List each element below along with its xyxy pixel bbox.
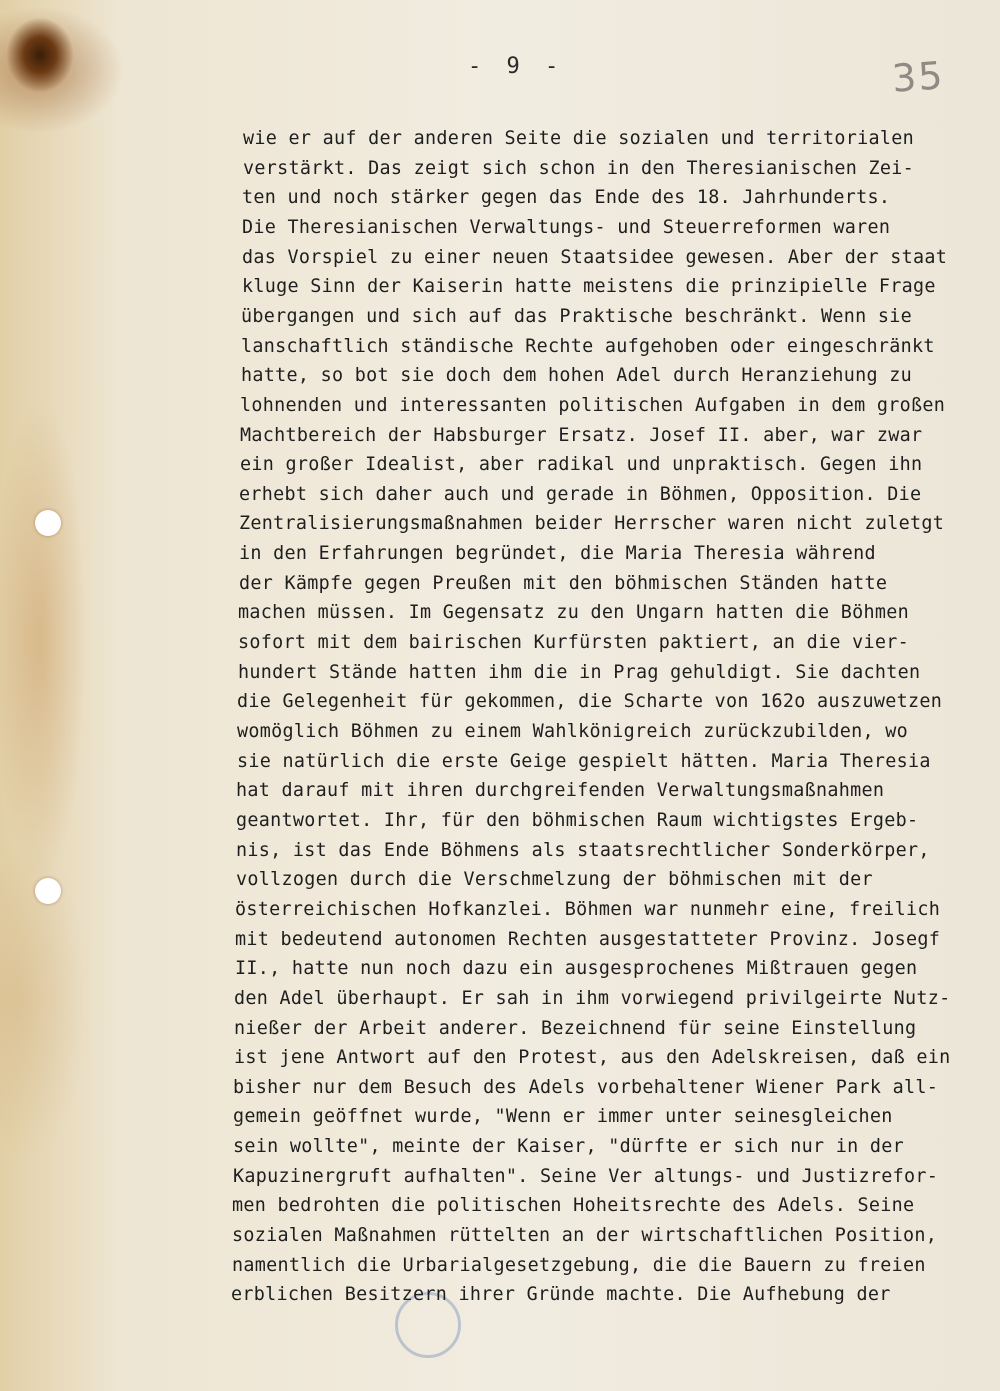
text-line: mit bedeutend autonomen Rechten ausgestatteter Provinz. Josegf xyxy=(235,929,941,950)
text-line: nießer der Arbeit anderer. Bezeichnend für seine Einstellung xyxy=(234,1018,917,1039)
text-line: übergangen und sich auf das Praktische beschränkt. Wenn sie xyxy=(241,306,912,327)
text-line: men bedrohten die politischen Hoheitsrechte des Adels. Seine xyxy=(232,1195,915,1216)
text-line: den Adel überhaupt. Er sah in ihm vorwiegend privilgeirte Nutz- xyxy=(234,988,951,1009)
text-line: ten und noch stärker gegen das Ende des 18. Jahrhunderts. xyxy=(242,187,891,208)
page-number: - 9 - xyxy=(468,54,565,79)
text-line: die Gelegenheit für gekommen, die Scharte von 162o auszuwetzen xyxy=(237,691,943,712)
text-line: lohnenden und interessanten politischen Aufgaben in dem großen xyxy=(240,395,946,416)
text-line: nis, ist das Ende Böhmens als staatsrechtlicher Sonderkörper, xyxy=(236,840,930,861)
text-line: sofort mit dem bairischen Kurfürsten paktiert, an die vier- xyxy=(238,632,909,653)
text-line: hundert Stände hatten ihm die in Prag gehuldigt. Sie dachten xyxy=(238,662,921,683)
text-line: österreichischen Hofkanzlei. Böhmen war nunmehr eine, freilich xyxy=(235,899,941,920)
text-line: Zentralisierungsmaßnahmen beider Herrscher waren nicht zuletgt xyxy=(239,513,945,534)
text-line: ein großer Idealist, aber radikal und unpraktisch. Gegen ihn xyxy=(240,454,923,475)
text-line: erblichen Besitzern ihrer Gründe machte. Die Aufhebung der xyxy=(231,1284,891,1305)
text-line: machen müssen. Im Gegensatz zu den Ungarn hatten die Böhmen xyxy=(238,602,909,623)
text-line: II., hatte nun noch dazu ein ausgesprochenes Mißtrauen gegen xyxy=(235,958,918,979)
text-line: Die Theresianischen Verwaltungs- und Steuerreformen waren xyxy=(242,217,891,238)
text-line: gemein geöffnet wurde, "Wenn er immer unter seinesgleichen xyxy=(233,1106,893,1127)
text-line: vollzogen durch die Verschmelzung der böhmischen mit der xyxy=(236,869,873,890)
pencil-annotation: 35 xyxy=(890,53,946,101)
text-line: Kapuzinergruft aufhalten". Seine Ver altungs- und Justizrefor- xyxy=(233,1166,939,1187)
text-line: womöglich Böhmen zu einem Wahlkönigreich zurückzubilden, wo xyxy=(237,721,908,742)
text-line: sozialen Maßnahmen rüttelten an der wirtschaftlichen Position, xyxy=(232,1225,938,1246)
text-line: der Kämpfe gegen Preußen mit den böhmischen Ständen hatte xyxy=(239,573,888,594)
text-line: ist jene Antwort auf den Protest, aus den Adelskreisen, daß ein xyxy=(234,1047,951,1068)
text-line: das Vorspiel zu einer neuen Staatsidee gewesen. Aber der staat xyxy=(242,247,948,268)
text-line: namentlich die Urbarialgesetzgebung, die die Bauern zu freien xyxy=(232,1255,926,1276)
text-line: erhebt sich daher auch und gerade in Böhmen, Opposition. Die xyxy=(239,484,922,505)
text-line: in den Erfahrungen begründet, die Maria Theresia während xyxy=(239,543,876,564)
text-line: sein wollte", meinte der Kaiser, "dürfte er sich nur in der xyxy=(233,1136,904,1157)
text-line: hatte, so bot sie doch dem hohen Adel durch Heranziehung zu xyxy=(241,365,912,386)
text-line: geantwortet. Ihr, für den böhmischen Raum wichtigstes Ergeb- xyxy=(236,810,919,831)
text-line: verstärkt. Das zeigt sich schon in den Theresianischen Zei- xyxy=(243,158,914,179)
text-line: hat darauf mit ihren durchgreifenden Verwaltungsmaßnahmen xyxy=(236,780,885,801)
text-line: sie natürlich die erste Geige gespielt hätten. Maria Theresia xyxy=(237,751,931,772)
text-line: Machtbereich der Habsburger Ersatz. Josef II. aber, war zwar xyxy=(240,425,923,446)
text-line: wie er auf der anderen Seite die sozialen und territorialen xyxy=(243,128,914,149)
text-line: kluge Sinn der Kaiserin hatte meistens die prinzipielle Frage xyxy=(242,276,936,297)
text-line: bisher nur dem Besuch des Adels vorbehaltener Wiener Park all- xyxy=(233,1077,939,1098)
text-line: lanschaftlich ständische Rechte aufgehoben oder eingeschränkt xyxy=(241,336,935,357)
